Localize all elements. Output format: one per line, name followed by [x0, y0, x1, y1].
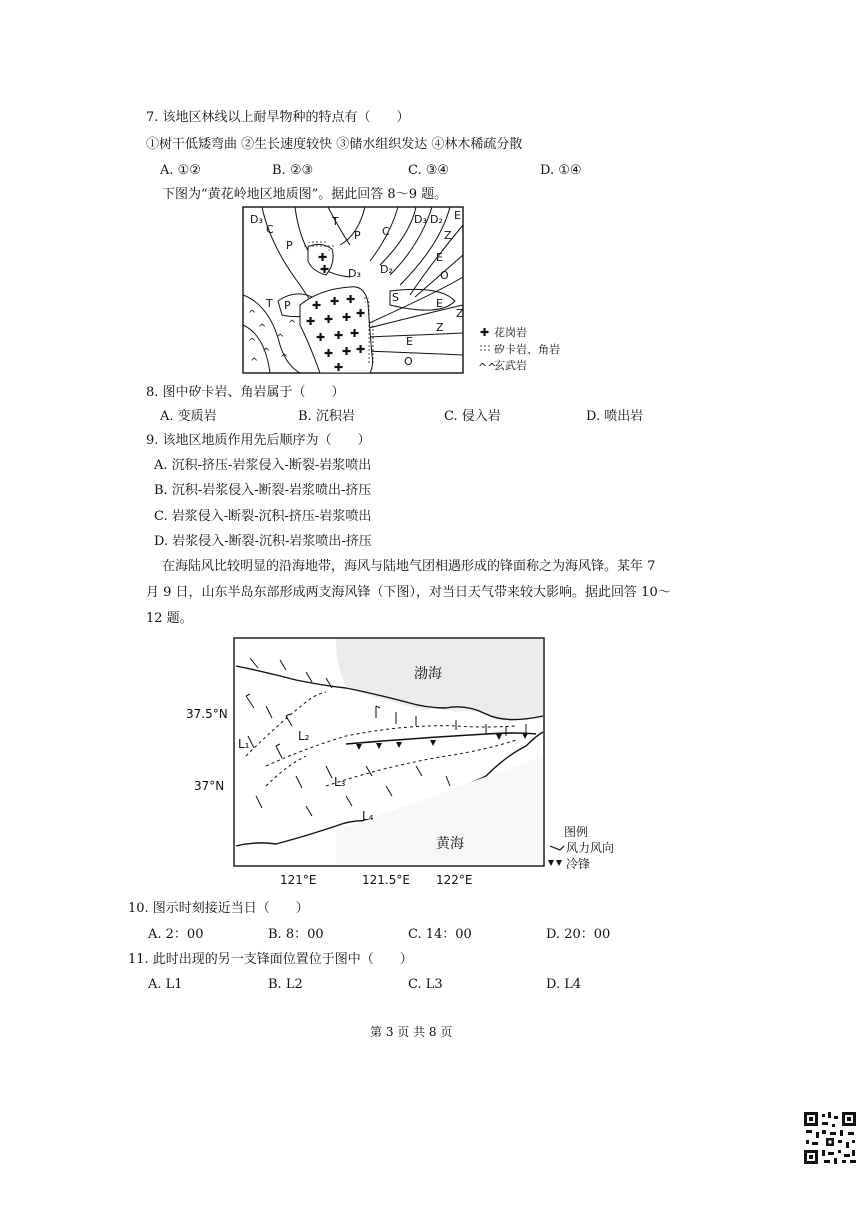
svg-text:✚: ✚	[324, 347, 334, 360]
q10-option-a: A. 2：00	[148, 927, 204, 942]
svg-text:✚: ✚	[330, 295, 340, 308]
stratum-label: T	[332, 215, 339, 228]
stratum-label: P	[286, 239, 293, 252]
sea-label-bohai: 渤海	[414, 666, 442, 682]
q10-stem: 10. 图示时刻接近当日（ ）	[128, 901, 309, 916]
stratum-label: Z	[456, 307, 464, 320]
svg-text:^: ^	[250, 357, 259, 368]
svg-text:^: ^	[276, 333, 285, 344]
stratum-label: P	[354, 229, 361, 242]
svg-text:^: ^	[280, 353, 289, 364]
q7-option-d: D. ①④	[540, 163, 582, 178]
svg-text:^: ^	[258, 323, 267, 334]
intro-8-9: 下图为“黄花岭地区地质图”。据此回答 8～9 题。	[162, 187, 448, 202]
q10-option-b: B. 8：00	[268, 927, 324, 942]
svg-text:✚: ✚	[346, 293, 356, 306]
q7-option-b: B. ②③	[272, 163, 314, 178]
intro-10-12-line1: 在海陆风比较明显的沿海地带，海风与陆地气团相遇形成的锋面称之为海风锋。某年 7	[162, 559, 656, 574]
q9-option-c: C. 岩浆侵入-断裂-沉积-挤压-岩浆喷出	[154, 509, 372, 524]
svg-text:✚: ✚	[356, 343, 366, 356]
geological-map	[240, 205, 570, 377]
q7-option-c: C. ③④	[408, 163, 450, 178]
legend-basalt: 玄武岩	[494, 359, 527, 372]
q8-option-a: A. 变质岩	[160, 409, 217, 424]
line-label-l1: L₁	[238, 737, 250, 751]
line-label-l2: L₂	[298, 729, 310, 743]
stratum-label: Z	[436, 321, 444, 334]
stratum-label: P	[284, 299, 291, 312]
svg-text:✚: ✚	[316, 331, 326, 344]
svg-text:^: ^	[288, 319, 297, 330]
lat-label-37-5: 37.5°N	[186, 707, 228, 721]
svg-text:✚: ✚	[342, 345, 352, 358]
q9-option-d: D. 岩浆侵入-断裂-沉积-岩浆喷出-挤压	[154, 534, 372, 549]
stratum-label: C	[382, 225, 390, 238]
lat-label-37: 37°N	[194, 779, 225, 793]
stratum-label: E	[454, 209, 461, 222]
svg-text:✚: ✚	[334, 361, 344, 374]
lon-label-121: 121°E	[280, 873, 317, 887]
legend-wind: 风力风向	[566, 841, 615, 855]
stratum-label: Z	[444, 229, 452, 242]
stratum-label: D₃	[414, 213, 427, 226]
q10-option-c: C. 14：00	[408, 927, 472, 942]
stratum-label: S	[392, 291, 399, 304]
q10-option-d: D. 20：00	[546, 927, 611, 942]
legend-front: 冷锋	[566, 857, 591, 871]
line-label-l4: L₄	[362, 809, 374, 823]
stratum-label: E	[436, 251, 443, 264]
svg-text:✚: ✚	[306, 315, 316, 328]
q9-option-a: A. 沉积-挤压-岩浆侵入-断裂-岩浆喷出	[154, 458, 372, 473]
svg-text:✚: ✚	[480, 326, 490, 339]
legend-granite: 花岗岩	[494, 326, 527, 339]
svg-text:✚: ✚	[320, 263, 330, 276]
stratum-label: O	[440, 269, 449, 282]
qr-code-icon	[802, 1110, 858, 1166]
q8-option-d: D. 喷出岩	[586, 409, 644, 424]
q11-option-d: D. L4	[546, 977, 582, 992]
line-label-l3: L₃	[334, 775, 346, 789]
lon-label-122: 122°E	[436, 873, 473, 887]
sea-breeze-front-map	[186, 636, 642, 892]
svg-text:✚: ✚	[318, 251, 328, 264]
svg-text:✚: ✚	[324, 313, 334, 326]
stratum-label: E	[436, 297, 443, 310]
lon-label-121-5: 121.5°E	[362, 873, 410, 887]
stratum-label: D₂	[430, 213, 443, 226]
svg-text:^: ^	[262, 347, 271, 358]
q11-option-b: B. L2	[268, 977, 303, 992]
intro-10-12-line2: 月 9 日，山东半岛东部形成两支海风锋（下图），对当日天气带来较大影响。据此回答 10～	[146, 585, 671, 600]
svg-text:^^: ^^	[478, 361, 497, 374]
q8-option-c: C. 侵入岩	[444, 409, 501, 424]
q7-option-a: A. ①②	[160, 163, 201, 178]
wind-barb-icon	[550, 846, 564, 850]
sea-label-huanghai: 黄海	[436, 836, 464, 852]
q11-option-c: C. L3	[408, 977, 443, 992]
svg-text:^: ^	[248, 337, 257, 348]
svg-text:✚: ✚	[356, 307, 366, 320]
q9-stem: 9. 该地区地质作用先后顺序为（ ）	[146, 433, 371, 448]
q7-stem: 7. 该地区林线以上耐旱物种的特点有（ ）	[146, 110, 410, 125]
stratum-label: D₃	[348, 267, 361, 280]
svg-text:^: ^	[248, 309, 257, 320]
q9-option-b: B. 沉积-岩浆侵入-断裂-岩浆喷出-挤压	[154, 483, 372, 498]
q7-statements: ①树干低矮弯曲 ②生长速度较快 ③储水组织发达 ④林木稀疏分散	[146, 137, 523, 152]
stratum-label: C	[266, 223, 274, 236]
stratum-label: T	[266, 297, 273, 310]
legend-title: 图例	[564, 825, 589, 839]
q8-option-b: B. 沉积岩	[298, 409, 355, 424]
svg-text:✚: ✚	[342, 311, 352, 324]
stratum-label: D₃	[250, 213, 263, 226]
q8-stem: 8. 图中矽卡岩、角岩属于（ ）	[146, 385, 345, 400]
q11-stem: 11. 此时出现的另一支锋面位置位于图中（ ）	[128, 952, 413, 967]
legend-skarn: 矽卡岩、角岩	[494, 343, 560, 356]
svg-text:✚: ✚	[350, 327, 360, 340]
stratum-label: E	[406, 335, 413, 348]
intro-10-12-line3: 12 题。	[146, 611, 193, 626]
stratum-label: O	[404, 355, 413, 368]
cold-front-icon	[548, 860, 562, 866]
svg-text:✚: ✚	[334, 329, 344, 342]
stratum-label: D₂	[380, 263, 393, 276]
q11-option-a: A. L1	[148, 977, 183, 992]
page-footer: 第 3 页 共 8 页	[370, 1025, 453, 1039]
svg-text:✚: ✚	[312, 299, 322, 312]
